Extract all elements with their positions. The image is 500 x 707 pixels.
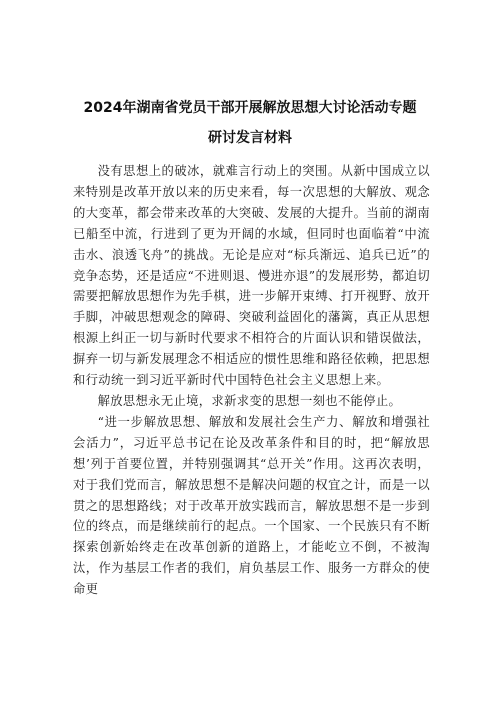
document-body (73, 161, 430, 600)
title-line-2: 研讨发言材料 (208, 130, 292, 146)
paragraph-2: 解放思想永无止境，求新求变的思想一刻也不能停止。 (97, 393, 402, 408)
document-title (60, 93, 440, 153)
paragraph-3: “进一步解放思想、解放和发展社会生产力、解放和增强社会活力”，习近平总书记在论及改革条件和目的时，把“解放思想’列于首要位置，并特别强调其“总开关”作用。这再次表明，对于我们党而言，解放思想不是解决问题的权宜之计，而是一以贯之的思想路线；对于改革开放实践而言，解放思想不是一步到位的终点，而是继续前行的起点。一个国家、一个民族只有不断探索创新始终走在改革创新的道路上，才能屹立不倒，不被淘汰，作为基层工作者的我们，肩负基层工作、服务一方群众的使命更 (73, 414, 430, 597)
paragraph-1: 没有思想上的破冰，就难言行动上的突围。从新中国成立以来特别是改革开放以来的历史来看，每一次思想的大解放、观念的大变革，都会带来改革的大突破、发展的大提升。当前的湖南已船至中流，行进到了更为开阔的水域，但同时也面临着“中流击水、浪透飞舟”的挑战。无论是应对“标兵渐远、追兵已近”的竞争态势，还是适应“不进则退、慢进亦退”的发展形势，都迫切需要把解放思想作为先手棋，进一步解开束缚、打开视野、放开手脚，冲破思想观念的障碍、突破利益固化的藩篱，真正从思想根源上纠正一切与新时代要求不相符合的片面认识和错误做法，摒弃一切与新发展理念不相适应的惯性思维和路径依赖，把思想和行动统一到习近平新时代中国特色社会主义思想上来。 (73, 164, 430, 388)
title-line-1: 2024年湖南省党员干部开展解放思想大讨论活动专题 (83, 100, 417, 116)
